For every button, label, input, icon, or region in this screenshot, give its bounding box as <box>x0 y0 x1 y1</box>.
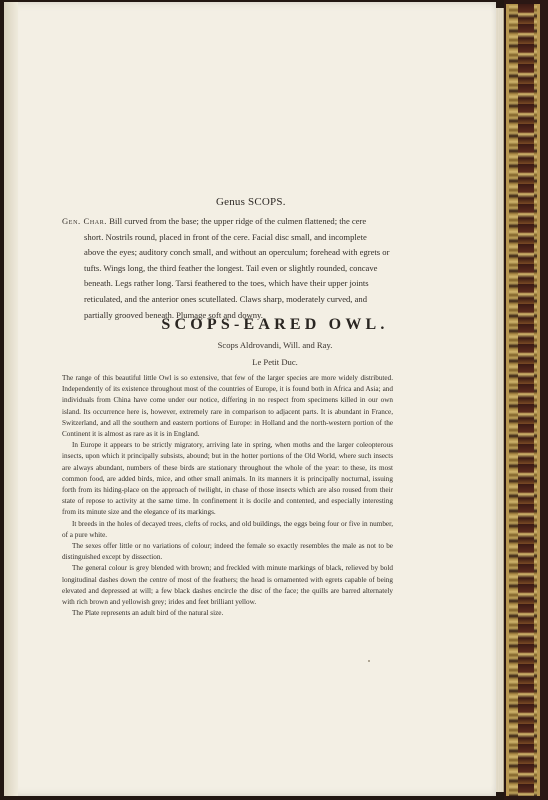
gen-char-line: reticulated, and the anterior ones scutellated. Claws sharp, moderately curved, and <box>84 293 368 304</box>
genus-title: Genus SCOPS. <box>216 196 286 208</box>
paragraph: In Europe it appears to be strictly migratory, arriving late in spring, when moths and the larger coleopterous insects, upon which it principally subsists, abound; but in the hotter portions of the Old World, where such insects are always abundant, numbers of these birds are stationary throughout the whole of the year: to these, its most common food, are added birds, mice, and other small animals. In its manners it is principally nocturnal, issuing forth from its hiding-place on the approach of twilight, in chase of those insects which are also roused from their state of repose to activity at the same time. In confinement it is docile and contented, and especially interesting from its minute size and the elegance of its markings. <box>62 441 393 517</box>
species-synonym: Scops Aldrovandi, Will. and Ray. <box>217 340 333 350</box>
gen-char-line: beneath. Legs rather long. Tarsi feathered to the toes, which have their upper joints <box>84 278 369 289</box>
paragraph: The sexes offer little or no variations of colour; indeed the female so exactly resembles the male as not to be distinguished except by dissection. <box>62 542 393 562</box>
species-description <box>62 373 393 619</box>
gen-char-line: short. Nostrils round, placed in front of the cere. Facial disc small, and incomplete <box>84 231 367 242</box>
species-title: SCOPS-EARED OWL. <box>161 316 389 333</box>
gen-char-line: partially grooved beneath. Plumage soft and downy. <box>84 309 263 320</box>
spine-ornament <box>518 4 534 796</box>
paragraph: It breeds in the holes of decayed trees, clefts of rocks, and old buildings, the eggs being four or five in number, of a pure white. <box>62 519 393 539</box>
generic-characters <box>62 214 393 323</box>
french-name: Le Petit Duc. <box>252 357 298 367</box>
gen-char-line: Bill curved from the base; the upper ridge of the culmen flattened; the cere <box>109 216 367 226</box>
page-mark <box>368 660 370 662</box>
gen-char-line: tufts. Wings long, the third feather the longest. Tail even or slightly rounded, concave <box>84 262 378 273</box>
paragraph: The Plate represents an adult bird of the natural size. <box>72 609 224 618</box>
generic-characters-label: Gen. Char. <box>62 216 108 226</box>
page-gutter <box>4 2 18 796</box>
paragraph: The range of this beautiful little Owl is so extensive, that few of the larger species are more widely distributed. Independently of its existence throughout most of the countries of Europe, it is found both in Africa and Asia; and individuals from China have come under our notice, differing in no respect from specimens killed in our own island. Its occurrence here is, however, extremely rare in comparison to adjacent parts. It is abundant in France, Switzerland, and all the southern and eastern portions of Europe: in Holland and the north-western portion of the Continent it is almost as rare as it is in England. <box>62 374 393 439</box>
paragraph: The general colour is grey blended with brown; and freckled with minute markings of black, relieved by bold longitudinal dashes down the centre of most of the feathers; the head is ornamented with egrets capable of being elevated and depressed at will; a few black dashes encircle the disc of the face; the quills are barred alternately with rich brown and yellowish grey; irides and feet brilliant yellow. <box>62 564 393 607</box>
gen-char-line: above the eyes; auditory conch small, and without an operculum; forehead with egrets or <box>84 247 390 258</box>
